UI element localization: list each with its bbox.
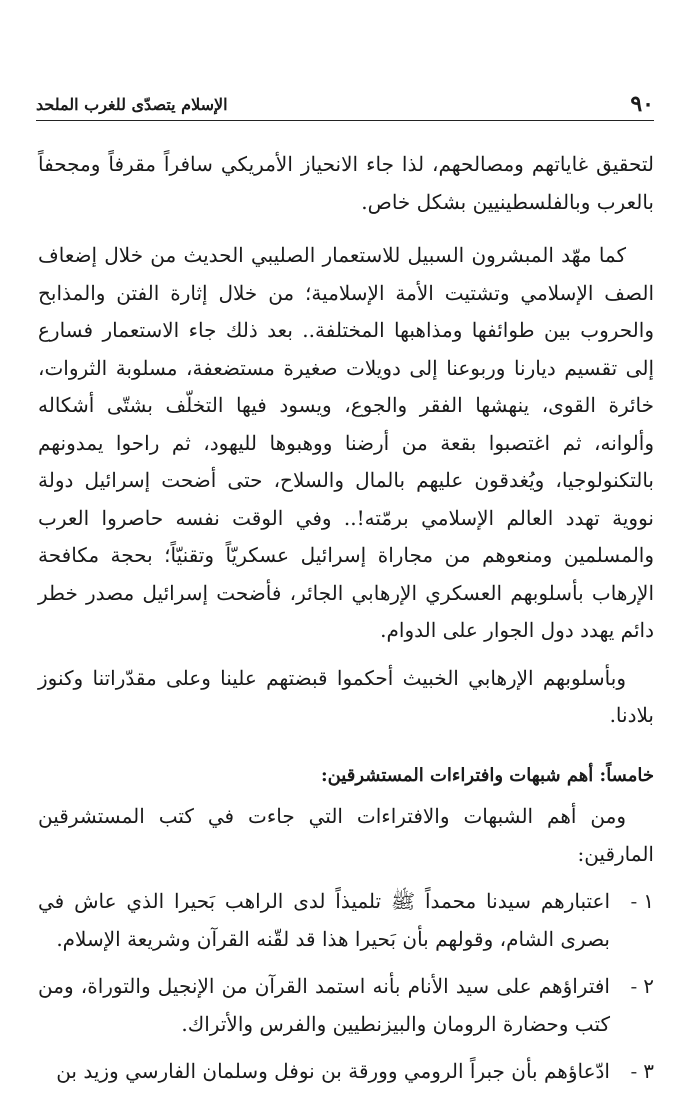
paragraph-continuation: لتحقيق غاياتهم ومصالحهم، لذا جاء الانحياز الأمريكي سافراً مقرفاً ومجحفاً بالعرب وبالفلسطينيين بشكل خاص. [38,152,654,214]
paragraph-colonialism: كما مهّد المبشرون السبيل للاستعمار الصليبي الحديث من خلال إضعاف الصف الإسلامي وتشتيت الأمة الإسلامية؛ من خلال إثارة الفتن والمذابح والحروب بين طوائفها ومذاهبها المختلفة.. بعد ذلك جاء الاستعمار فسارع إلى تقسيم ديارنا وربوعنا إلى دويلات صغيرة مستضعفة، مسلوبة الثروات، خائرة القوى، ينهشها الفقر والجوع، ويسود فيها التخلّف بشتّى أشكاله وألوانه، ثم اغتصبوا بقعة من أرضنا ووهبوها لليهود، ثم راحوا يمدونهم بالتكنولوجيا، ويُغدقون عليهم بالمال والسلاح، حتى أضحت إسرائيل دولة نووية تهدد العالم الإسلامي برمّته!.. وفي الوقت نفسه حاصروا العرب والمسلمين ومنعوهم من مجاراة إسرائيل عسكريّاً وتقنيّاً؛ بحجة مكافحة الإرهاب بأسلوبهم العسكري الإرهابي الجائر، فأضحت إسرائيل مصدر خطر دائم يهدد دول الجوار على الدوام. [38,243,655,642]
page-number: ٩٠ [630,91,654,117]
running-title: الإسلام يتصدّى للغرب الملحد [36,94,228,114]
paragraph-terrorism: وبأسلوبهم الإرهابي الخبيث أحكموا قبضتهم علينا وعلى مقدّراتنا وكنوز بلادنا. [38,665,654,727]
list-number: ٢ - [630,974,654,998]
page-body [38,146,654,1091]
list-item [38,1053,654,1091]
section-heading: خامساً: أهم شبهات وافتراءات المستشرقين: [320,764,654,786]
list-item-text: افتراؤهم على سيد الأنام بأنه استمد القرآن من الإنجيل والتوراة، ومن كتب وحضارة الرومان والبيزنطيين والفرس والأتراك. [38,974,610,1036]
list-item [38,968,654,1043]
list-number: ٣ - [630,1059,654,1083]
list-item-text: ادّعاؤهم بأن جبراً الرومي وورقة بن نوفل وسلمان الفارسي وزيد بن [56,1059,610,1083]
running-header [36,88,654,121]
list-intro: ومن أهم الشبهات والافتراءات التي جاءت في كتب المستشرقين المارقين: [38,804,654,866]
list-number: ١ - [630,889,654,913]
list-item-text: اعتبارهم سيدنا محمداً ﷺ تلميذاً لدى الراهب بَحيرا الذي عاش في بصرى الشام، وقولهم بأن بَحيرا هذا قد لقّنه القرآن وشريعة الإسلام. [38,889,611,951]
list-item [38,883,654,958]
